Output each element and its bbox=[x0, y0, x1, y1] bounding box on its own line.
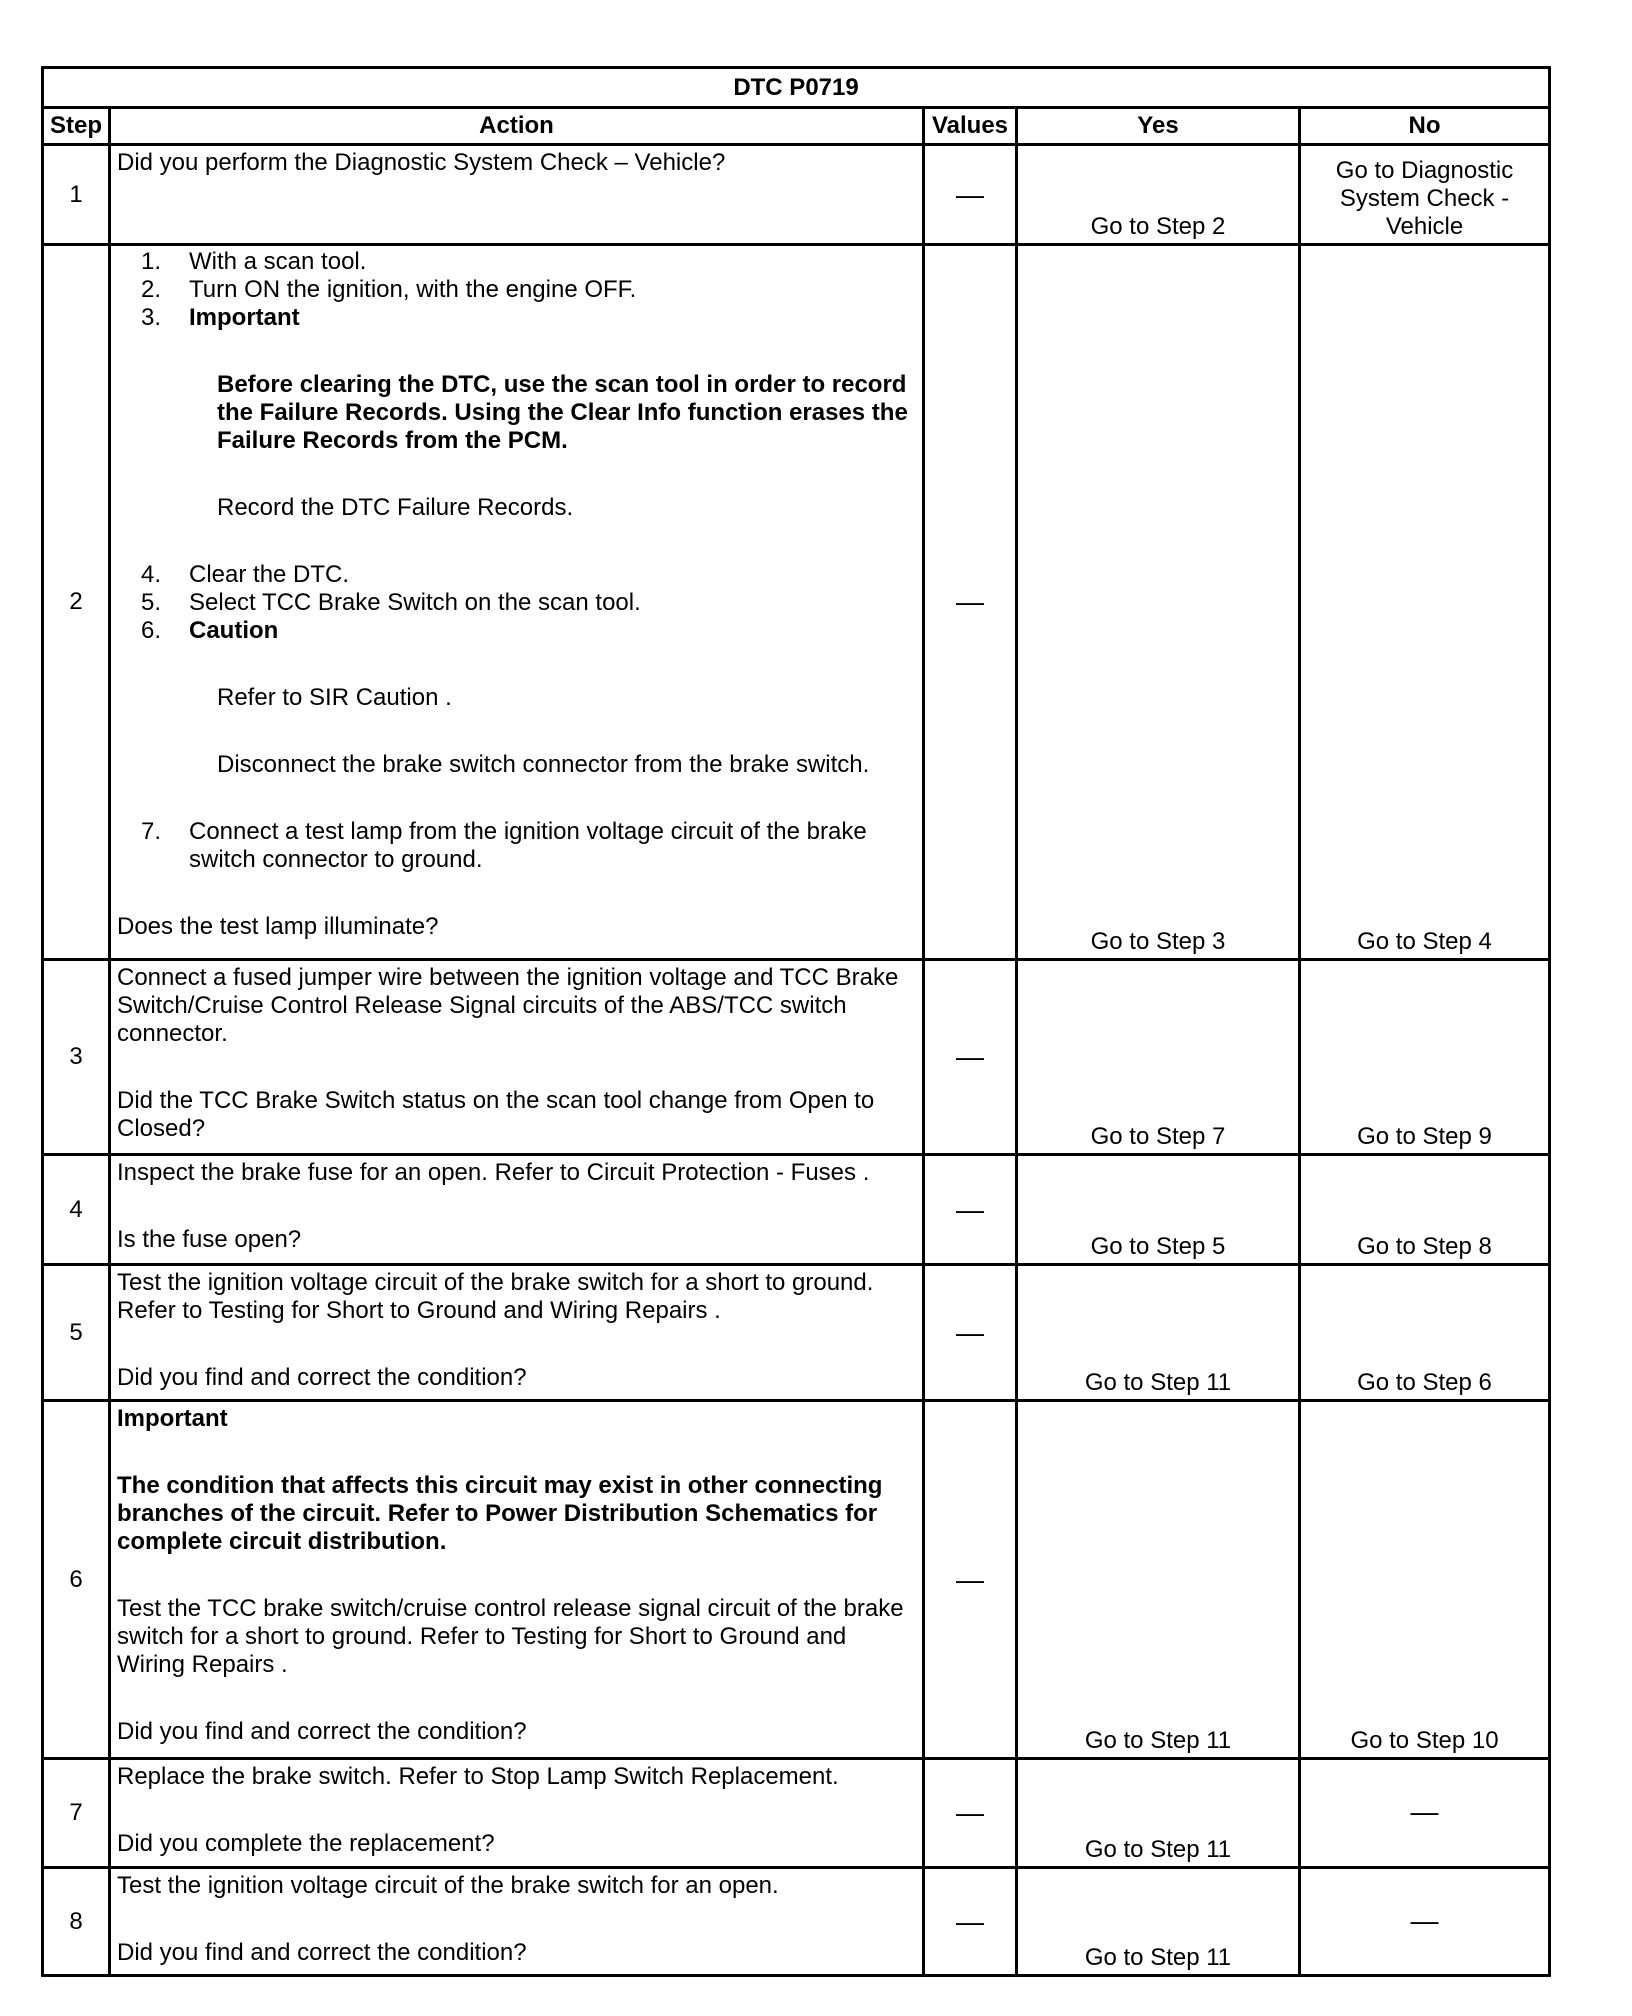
no-cell: Go to Step 9 bbox=[1300, 960, 1550, 1155]
question-text: Did the TCC Brake Switch status on the scan tool change from Open to Closed? bbox=[117, 1087, 875, 1142]
values-cell: — bbox=[924, 145, 1017, 245]
yes-cell: Go to Step 11 bbox=[1017, 1265, 1300, 1401]
header-values: Values bbox=[924, 108, 1017, 145]
action-cell bbox=[110, 145, 924, 245]
important-note: The condition that affects this circuit may exist in other connecting branches of the circuit. Refer to Power Distribution Schematics for complete circuit distribution. bbox=[117, 1472, 883, 1555]
header-step: Step bbox=[43, 108, 110, 145]
question-text: Did you complete the replacement? bbox=[117, 1830, 495, 1857]
step-number: 8 bbox=[43, 1868, 110, 1976]
list-item: 7. Connect a test lamp from the ignition voltage circuit of the brake switch connector to ground. bbox=[140, 818, 867, 873]
procedure-list bbox=[117, 561, 916, 645]
values-cell: — bbox=[924, 1265, 1017, 1401]
header-action: Action bbox=[110, 108, 924, 145]
action-cell bbox=[110, 960, 924, 1155]
yes-cell: Go to Step 7 bbox=[1017, 960, 1300, 1155]
table-row bbox=[43, 1759, 1550, 1868]
step-number: 5 bbox=[43, 1265, 110, 1401]
yes-cell: Go to Step 11 bbox=[1017, 1401, 1300, 1759]
step-number: 7 bbox=[43, 1759, 110, 1868]
no-cell: — bbox=[1300, 1868, 1550, 1976]
table-title: DTC P0719 bbox=[43, 68, 1550, 108]
action-cell bbox=[110, 245, 924, 960]
action-cell bbox=[110, 1868, 924, 1976]
step-number: 4 bbox=[43, 1155, 110, 1265]
question-text: Is the fuse open? bbox=[117, 1226, 302, 1253]
action-cell bbox=[110, 1265, 924, 1401]
step-number: 2 bbox=[43, 245, 110, 960]
question-text: Did you find and correct the condition? bbox=[117, 1939, 527, 1966]
table-row bbox=[43, 145, 1550, 245]
no-cell: Go to Step 4 bbox=[1300, 245, 1550, 960]
action-text: Test the TCC brake switch/cruise control release signal circuit of the brake switch for a short to ground. Refer to Testing for Short to Ground and Wiring Repairs . bbox=[117, 1595, 904, 1678]
question-text: Did you find and correct the condition? bbox=[117, 1718, 527, 1745]
values-cell: — bbox=[924, 245, 1017, 960]
caution-note: Refer to SIR Caution . bbox=[217, 684, 452, 711]
action-text: Test the ignition voltage circuit of the brake switch for an open. bbox=[117, 1872, 779, 1899]
values-cell: — bbox=[924, 1155, 1017, 1265]
question-text: Did you find and correct the condition? bbox=[117, 1364, 527, 1391]
no-cell: — bbox=[1300, 1759, 1550, 1868]
table-row bbox=[43, 1155, 1550, 1265]
no-cell: Go to Diagnostic System Check - Vehicle bbox=[1300, 145, 1550, 245]
table-row bbox=[43, 1868, 1550, 1976]
disconnect-text: Disconnect the brake switch connector from the brake switch. bbox=[217, 751, 870, 778]
yes-cell: Go to Step 2 bbox=[1017, 145, 1300, 245]
yes-cell: Go to Step 11 bbox=[1017, 1868, 1300, 1976]
table-row bbox=[43, 1401, 1550, 1759]
list-item: 6. Caution bbox=[140, 617, 279, 644]
step-number: 1 bbox=[43, 145, 110, 245]
list-item: 4. Clear the DTC. bbox=[140, 561, 350, 588]
table-row bbox=[43, 960, 1550, 1155]
no-cell: Go to Step 6 bbox=[1300, 1265, 1550, 1401]
title-row bbox=[43, 68, 1550, 108]
action-cell bbox=[110, 1155, 924, 1265]
values-cell: — bbox=[924, 1401, 1017, 1759]
diagnostic-table bbox=[41, 66, 1551, 1977]
record-text: Record the DTC Failure Records. bbox=[217, 494, 574, 521]
header-no: No bbox=[1300, 108, 1550, 145]
action-text: Replace the brake switch. Refer to Stop Lamp Switch Replacement. bbox=[117, 1763, 839, 1790]
list-item: 2. Turn ON the ignition, with the engine OFF. bbox=[140, 276, 637, 303]
procedure-list bbox=[117, 248, 916, 332]
document-page bbox=[41, 66, 1548, 1977]
header-row bbox=[43, 108, 1550, 145]
list-item: 5. Select TCC Brake Switch on the scan tool. bbox=[140, 589, 641, 616]
yes-cell: Go to Step 3 bbox=[1017, 245, 1300, 960]
action-text: Test the ignition voltage circuit of the brake switch for a short to ground. Refer to Testing for Short to Ground and Wiring Repairs . bbox=[117, 1269, 874, 1324]
table-row bbox=[43, 1265, 1550, 1401]
action-text: Connect a fused jumper wire between the ignition voltage and TCC Brake Switch/Cruise Control Release Signal circuits of the ABS/TCC switch connector. bbox=[117, 964, 899, 1047]
action-text: Inspect the brake fuse for an open. Refer to Circuit Protection - Fuses . bbox=[117, 1159, 870, 1186]
no-cell: Go to Step 10 bbox=[1300, 1401, 1550, 1759]
values-cell: — bbox=[924, 960, 1017, 1155]
important-heading: Important bbox=[117, 1405, 228, 1432]
list-item: 3. Important bbox=[140, 304, 300, 331]
table-row bbox=[43, 245, 1550, 960]
values-cell: — bbox=[924, 1868, 1017, 1976]
values-cell: — bbox=[924, 1759, 1017, 1868]
list-item: 1. With a scan tool. bbox=[140, 248, 367, 275]
procedure-list bbox=[117, 818, 916, 874]
question-text: Does the test lamp illuminate? bbox=[117, 913, 439, 940]
step-number: 3 bbox=[43, 960, 110, 1155]
step-number: 6 bbox=[43, 1401, 110, 1759]
yes-cell: Go to Step 11 bbox=[1017, 1759, 1300, 1868]
yes-cell: Go to Step 5 bbox=[1017, 1155, 1300, 1265]
action-text: Did you perform the Diagnostic System Check – Vehicle? bbox=[117, 149, 726, 176]
important-note: Before clearing the DTC, use the scan tool in order to record the Failure Records. Using the Clear Info function erases the Failure Records from the PCM. bbox=[217, 371, 908, 454]
action-cell bbox=[110, 1759, 924, 1868]
action-cell bbox=[110, 1401, 924, 1759]
header-yes: Yes bbox=[1017, 108, 1300, 145]
no-cell: Go to Step 8 bbox=[1300, 1155, 1550, 1265]
